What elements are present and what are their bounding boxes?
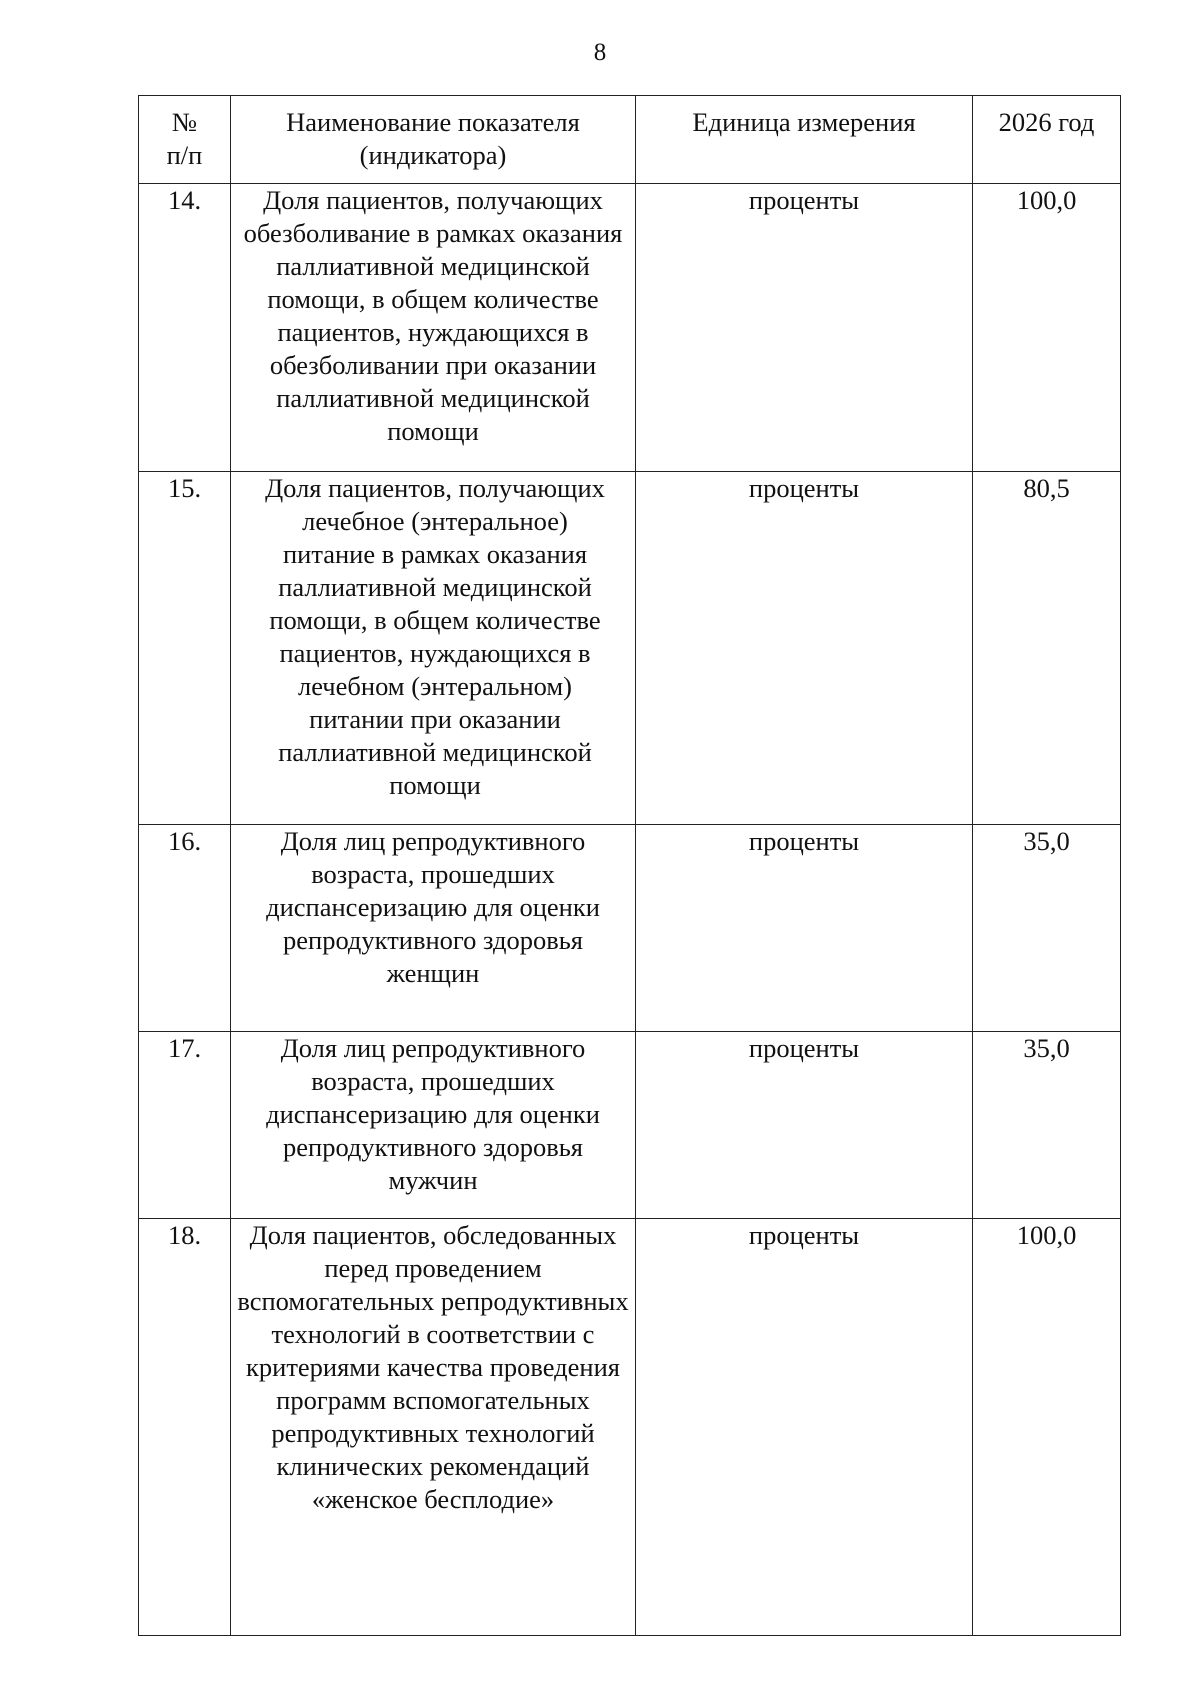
table-row [139, 184, 1121, 472]
unit-cell: проценты [636, 1219, 973, 1636]
header-number: № п/п [139, 96, 231, 184]
table-row [139, 1219, 1121, 1636]
header-unit: Единица измерения [636, 96, 973, 184]
unit-cell: проценты [636, 1032, 973, 1219]
header-year: 2026 год [973, 96, 1121, 184]
indicator-name: Доля лиц репродуктивного возраста, прошедших диспансеризацию для оценки репродуктивного здоровья мужчин [231, 1032, 636, 1219]
row-number: 14. [139, 184, 231, 472]
indicator-name: Доля пациентов, получающих лечебное (энтеральное) питание в рамках оказания паллиативной медицинской помощи, в общем количестве пациентов, нуждающихся в лечебном (энтеральном) питании при оказании паллиативной медицинской помощи [231, 472, 636, 825]
unit-cell: проценты [636, 184, 973, 472]
value-2026: 100,0 [973, 184, 1121, 472]
value-2026: 35,0 [973, 1032, 1121, 1219]
header-indicator-name: Наименование показателя (индикатора) [231, 96, 636, 184]
table-row [139, 472, 1121, 825]
value-2026: 100,0 [973, 1219, 1121, 1636]
page-number: 8 [593, 39, 607, 66]
unit-cell: проценты [636, 472, 973, 825]
indicator-name: Доля пациентов, обследованных перед проведением вспомогательных репродуктивных технологий в соответствии с критериями качества проведения программ вспомогательных репродуктивных технологий клинических рекомендаций «женское бесплодие» [231, 1219, 636, 1636]
row-number: 15. [139, 472, 231, 825]
unit-cell: проценты [636, 825, 973, 1032]
indicator-name: Доля пациентов, получающих обезболивание в рамках оказания паллиативной медицинской помощи, в общем количестве пациентов, нуждающихся в обезболивании при оказании паллиативной медицинской помощи [231, 184, 636, 472]
row-number: 18. [139, 1219, 231, 1636]
table-row [139, 825, 1121, 1032]
row-number: 16. [139, 825, 231, 1032]
value-2026: 35,0 [973, 825, 1121, 1032]
indicator-name: Доля лиц репродуктивного возраста, прошедших диспансеризацию для оценки репродуктивного здоровья женщин [231, 825, 636, 1032]
indicators-table [138, 95, 1121, 1636]
value-2026: 80,5 [973, 472, 1121, 825]
table-row [139, 1032, 1121, 1219]
row-number: 17. [139, 1032, 231, 1219]
table-header-row [139, 96, 1121, 184]
